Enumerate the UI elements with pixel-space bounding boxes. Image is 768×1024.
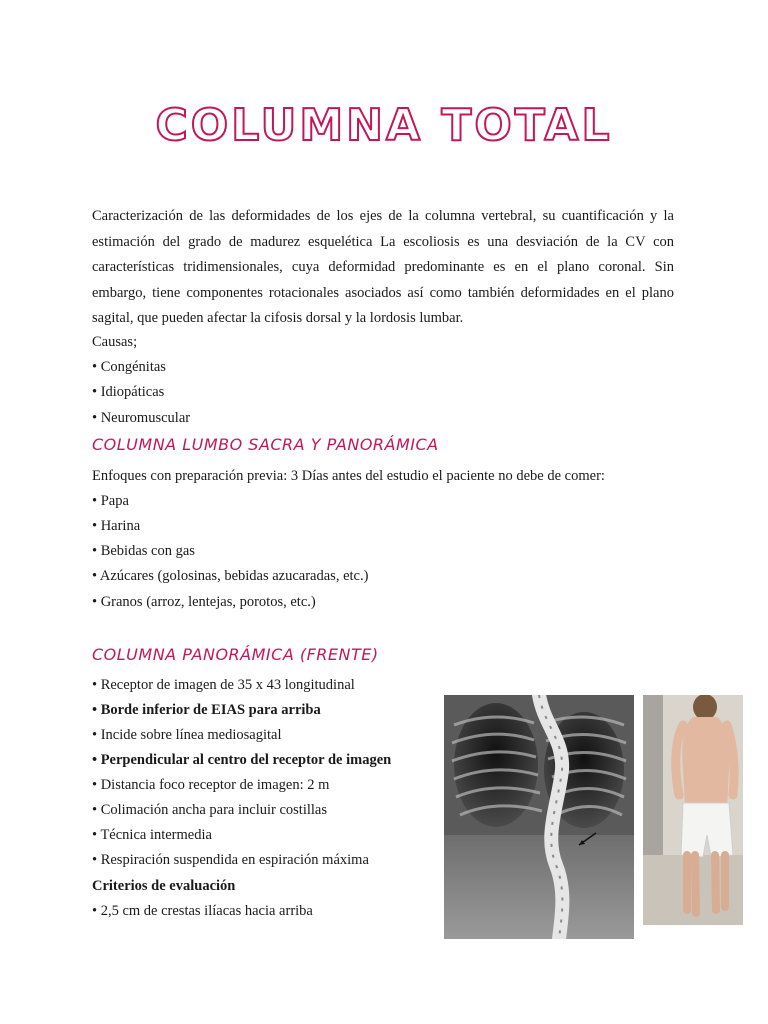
technique-item: • Perpendicular al centro del receptor de imagen bbox=[92, 752, 392, 768]
food-item: • Bebidas con gas bbox=[92, 543, 195, 559]
food-item: • Harina bbox=[92, 518, 141, 534]
prep-intro: Enfoques con preparación previa: 3 Días antes del estudio el paciente no debe de comer: bbox=[92, 468, 605, 484]
page-title: COLUMNA TOTAL bbox=[155, 100, 613, 151]
food-item: • Azúcares (golosinas, bebidas azucaradas, etc.) bbox=[92, 568, 369, 584]
technique-item: • Colimación ancha para incluir costillas bbox=[92, 802, 327, 818]
technique-item: • Distancia foco receptor de imagen: 2 m bbox=[92, 777, 330, 793]
causes-label: Causas; bbox=[92, 334, 138, 350]
patient-photo bbox=[643, 695, 743, 925]
cause-item: • Neuromuscular bbox=[92, 410, 191, 426]
technique-item: • Borde inferior de EIAS para arriba bbox=[92, 702, 321, 718]
technique-item: • Respiración suspendida en espiración máxima bbox=[92, 852, 369, 868]
cause-item: • Congénitas bbox=[92, 359, 166, 375]
technique-item: • Receptor de imagen de 35 x 43 longitudinal bbox=[92, 677, 355, 693]
technique-item: • Incide sobre línea mediosagital bbox=[92, 727, 282, 743]
food-item: • Papa bbox=[92, 493, 129, 509]
section-heading-panoramica: COLUMNA PANORÁMICA (FRENTE) bbox=[92, 645, 379, 664]
intro-paragraph: Caracterización de las deformidades de los ejes de la columna vertebral, su cuantificación y la estimación del grado de madurez esquelética La escoliosis es una desviación de la CV con características tridimensionales, cuya deformidad predominante es en el plano coronal. Sin embargo, tiene componentes rotacionales asociados así como también deformidades en el plano sagital, que pueden afectar la cifosis dorsal y la lordosis lumbar. bbox=[92, 208, 674, 326]
cause-item: • Idiopáticas bbox=[92, 384, 165, 400]
criteria-label: Criterios de evaluación bbox=[92, 878, 236, 894]
food-item: • Granos (arroz, lentejas, porotos, etc.) bbox=[92, 594, 316, 610]
technique-item: • Técnica intermedia bbox=[92, 827, 212, 843]
criteria-item: • 2,5 cm de crestas ilíacas hacia arriba bbox=[92, 903, 313, 919]
spine-xray-image bbox=[444, 695, 634, 939]
section-heading-lumbosacra: COLUMNA LUMBO SACRA Y PANORÁMICA bbox=[92, 435, 439, 454]
